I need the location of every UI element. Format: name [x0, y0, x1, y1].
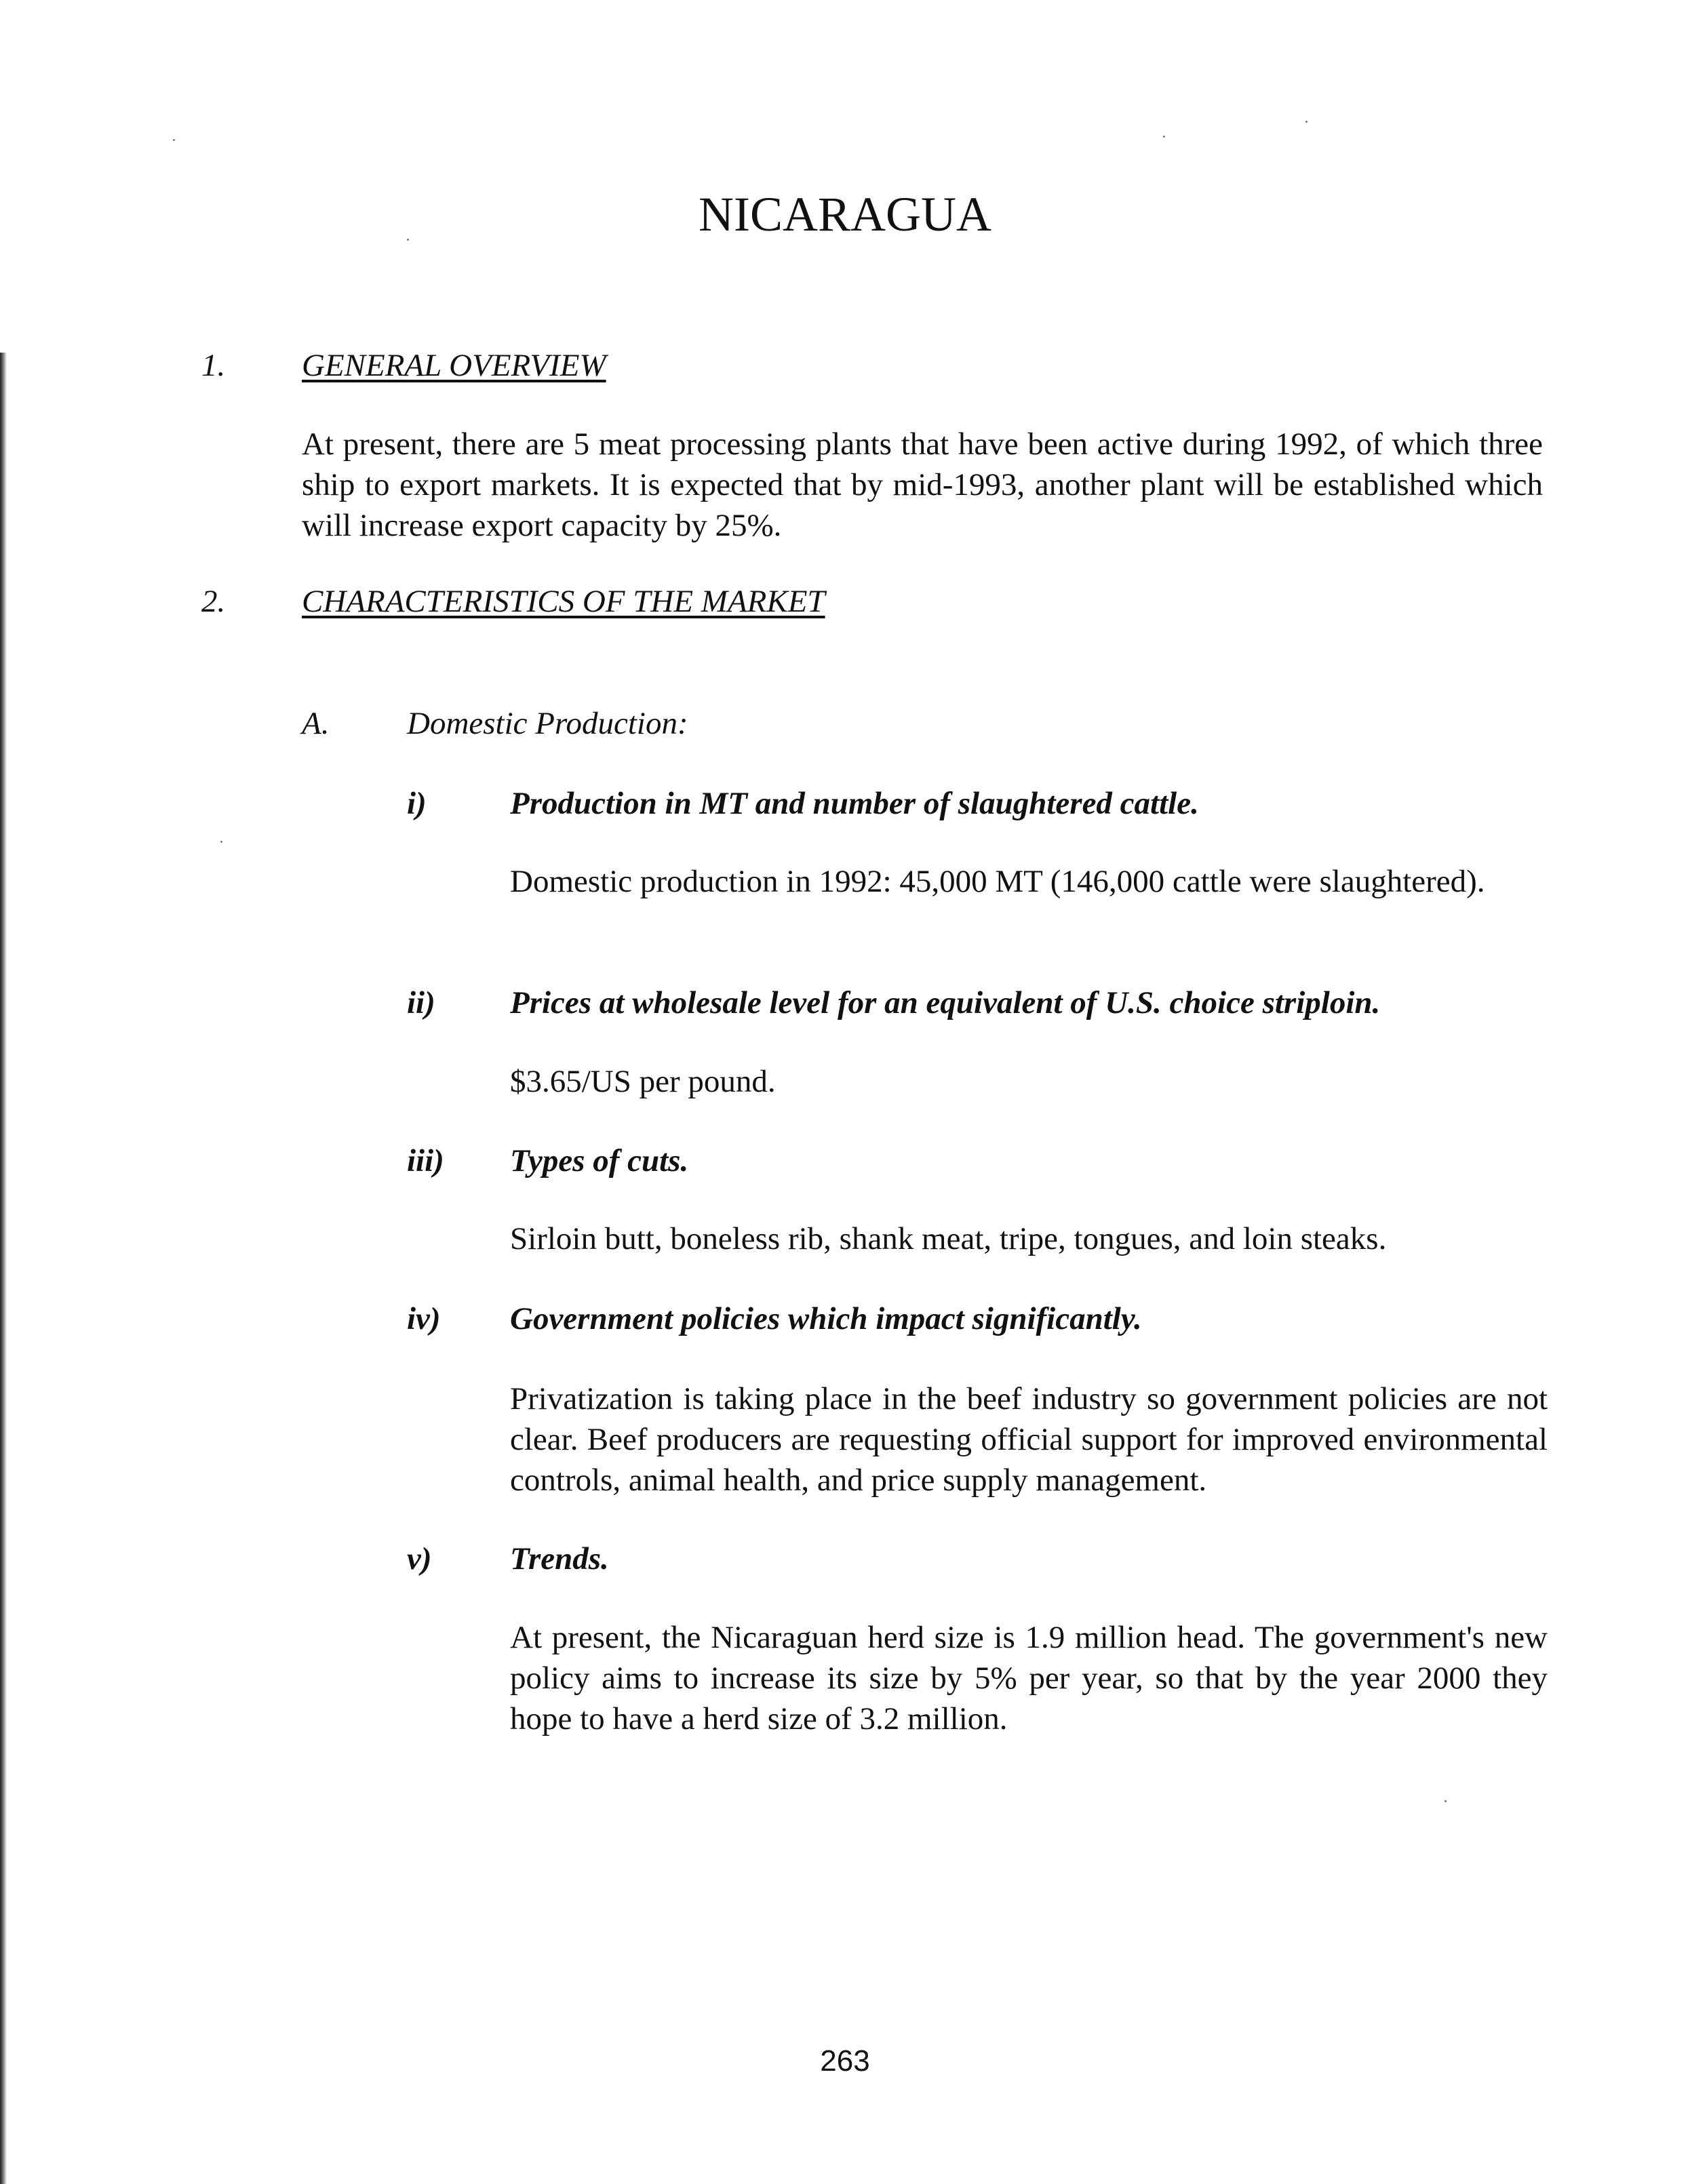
section-number: 2. — [201, 584, 226, 619]
section-number: 1. — [201, 348, 226, 383]
item-text-government-policies: Privatization is taking place in the beef industry so government policies are not clear. Beef producers are requesting official support for improved environmental controls, animal health, and price supply management. — [510, 1381, 1548, 1498]
scan-speck — [220, 841, 222, 843]
subsection-heading-domestic-production: Domestic Production: — [407, 706, 688, 741]
item-numeral: v) — [407, 1541, 432, 1576]
subsection-letter: A. — [302, 706, 330, 741]
item-numeral: ii) — [407, 985, 435, 1020]
general-overview-paragraph: At present, there are 5 meat processing plants that have been active during 1992, of which three ship to export markets. It is expected that by mid-1993, another plant will be established which will increase export capacity by 25%. — [302, 426, 1543, 543]
page-title: NICARAGUA — [699, 187, 991, 241]
item-heading-trends: Trends. — [510, 1541, 609, 1576]
section-heading-general-overview: GENERAL OVERVIEW — [302, 348, 606, 383]
item-heading-production: Production in MT and number of slaughtered cattle. — [510, 786, 1199, 821]
scan-speck — [1305, 121, 1308, 123]
item-text-production: Domestic production in 1992: 45,000 MT (146,000 cattle were slaughtered). — [510, 864, 1485, 899]
item-heading-prices: Prices at wholesale level for an equivalent of U.S. choice striploin. — [510, 985, 1381, 1020]
item-text-trends: At present, the Nicaraguan herd size is 1.9 million head. The government's new policy aims to increase its size by 5% per year, so that by the year 2000 they hope to have a herd size of 3.2 million. — [510, 1620, 1548, 1736]
item-numeral: iv) — [407, 1301, 441, 1336]
item-numeral: iii) — [407, 1143, 444, 1178]
scan-speck — [1163, 136, 1165, 138]
page-number: 263 — [820, 2044, 870, 2078]
item-text-types-of-cuts: Sirloin butt, boneless rib, shank meat, tripe, tongues, and loin steaks. — [510, 1221, 1387, 1256]
section-heading-characteristics: CHARACTERISTICS OF THE MARKET — [302, 584, 825, 619]
item-numeral: i) — [407, 786, 427, 821]
item-text-prices: $3.65/US per pound. — [510, 1064, 776, 1099]
scan-speck — [1445, 1800, 1447, 1802]
scan-edge-shadow — [0, 353, 7, 2184]
item-heading-government-policies: Government policies which impact significantly. — [510, 1301, 1142, 1336]
item-heading-types-of-cuts: Types of cuts. — [510, 1143, 689, 1178]
scan-speck — [173, 139, 175, 141]
